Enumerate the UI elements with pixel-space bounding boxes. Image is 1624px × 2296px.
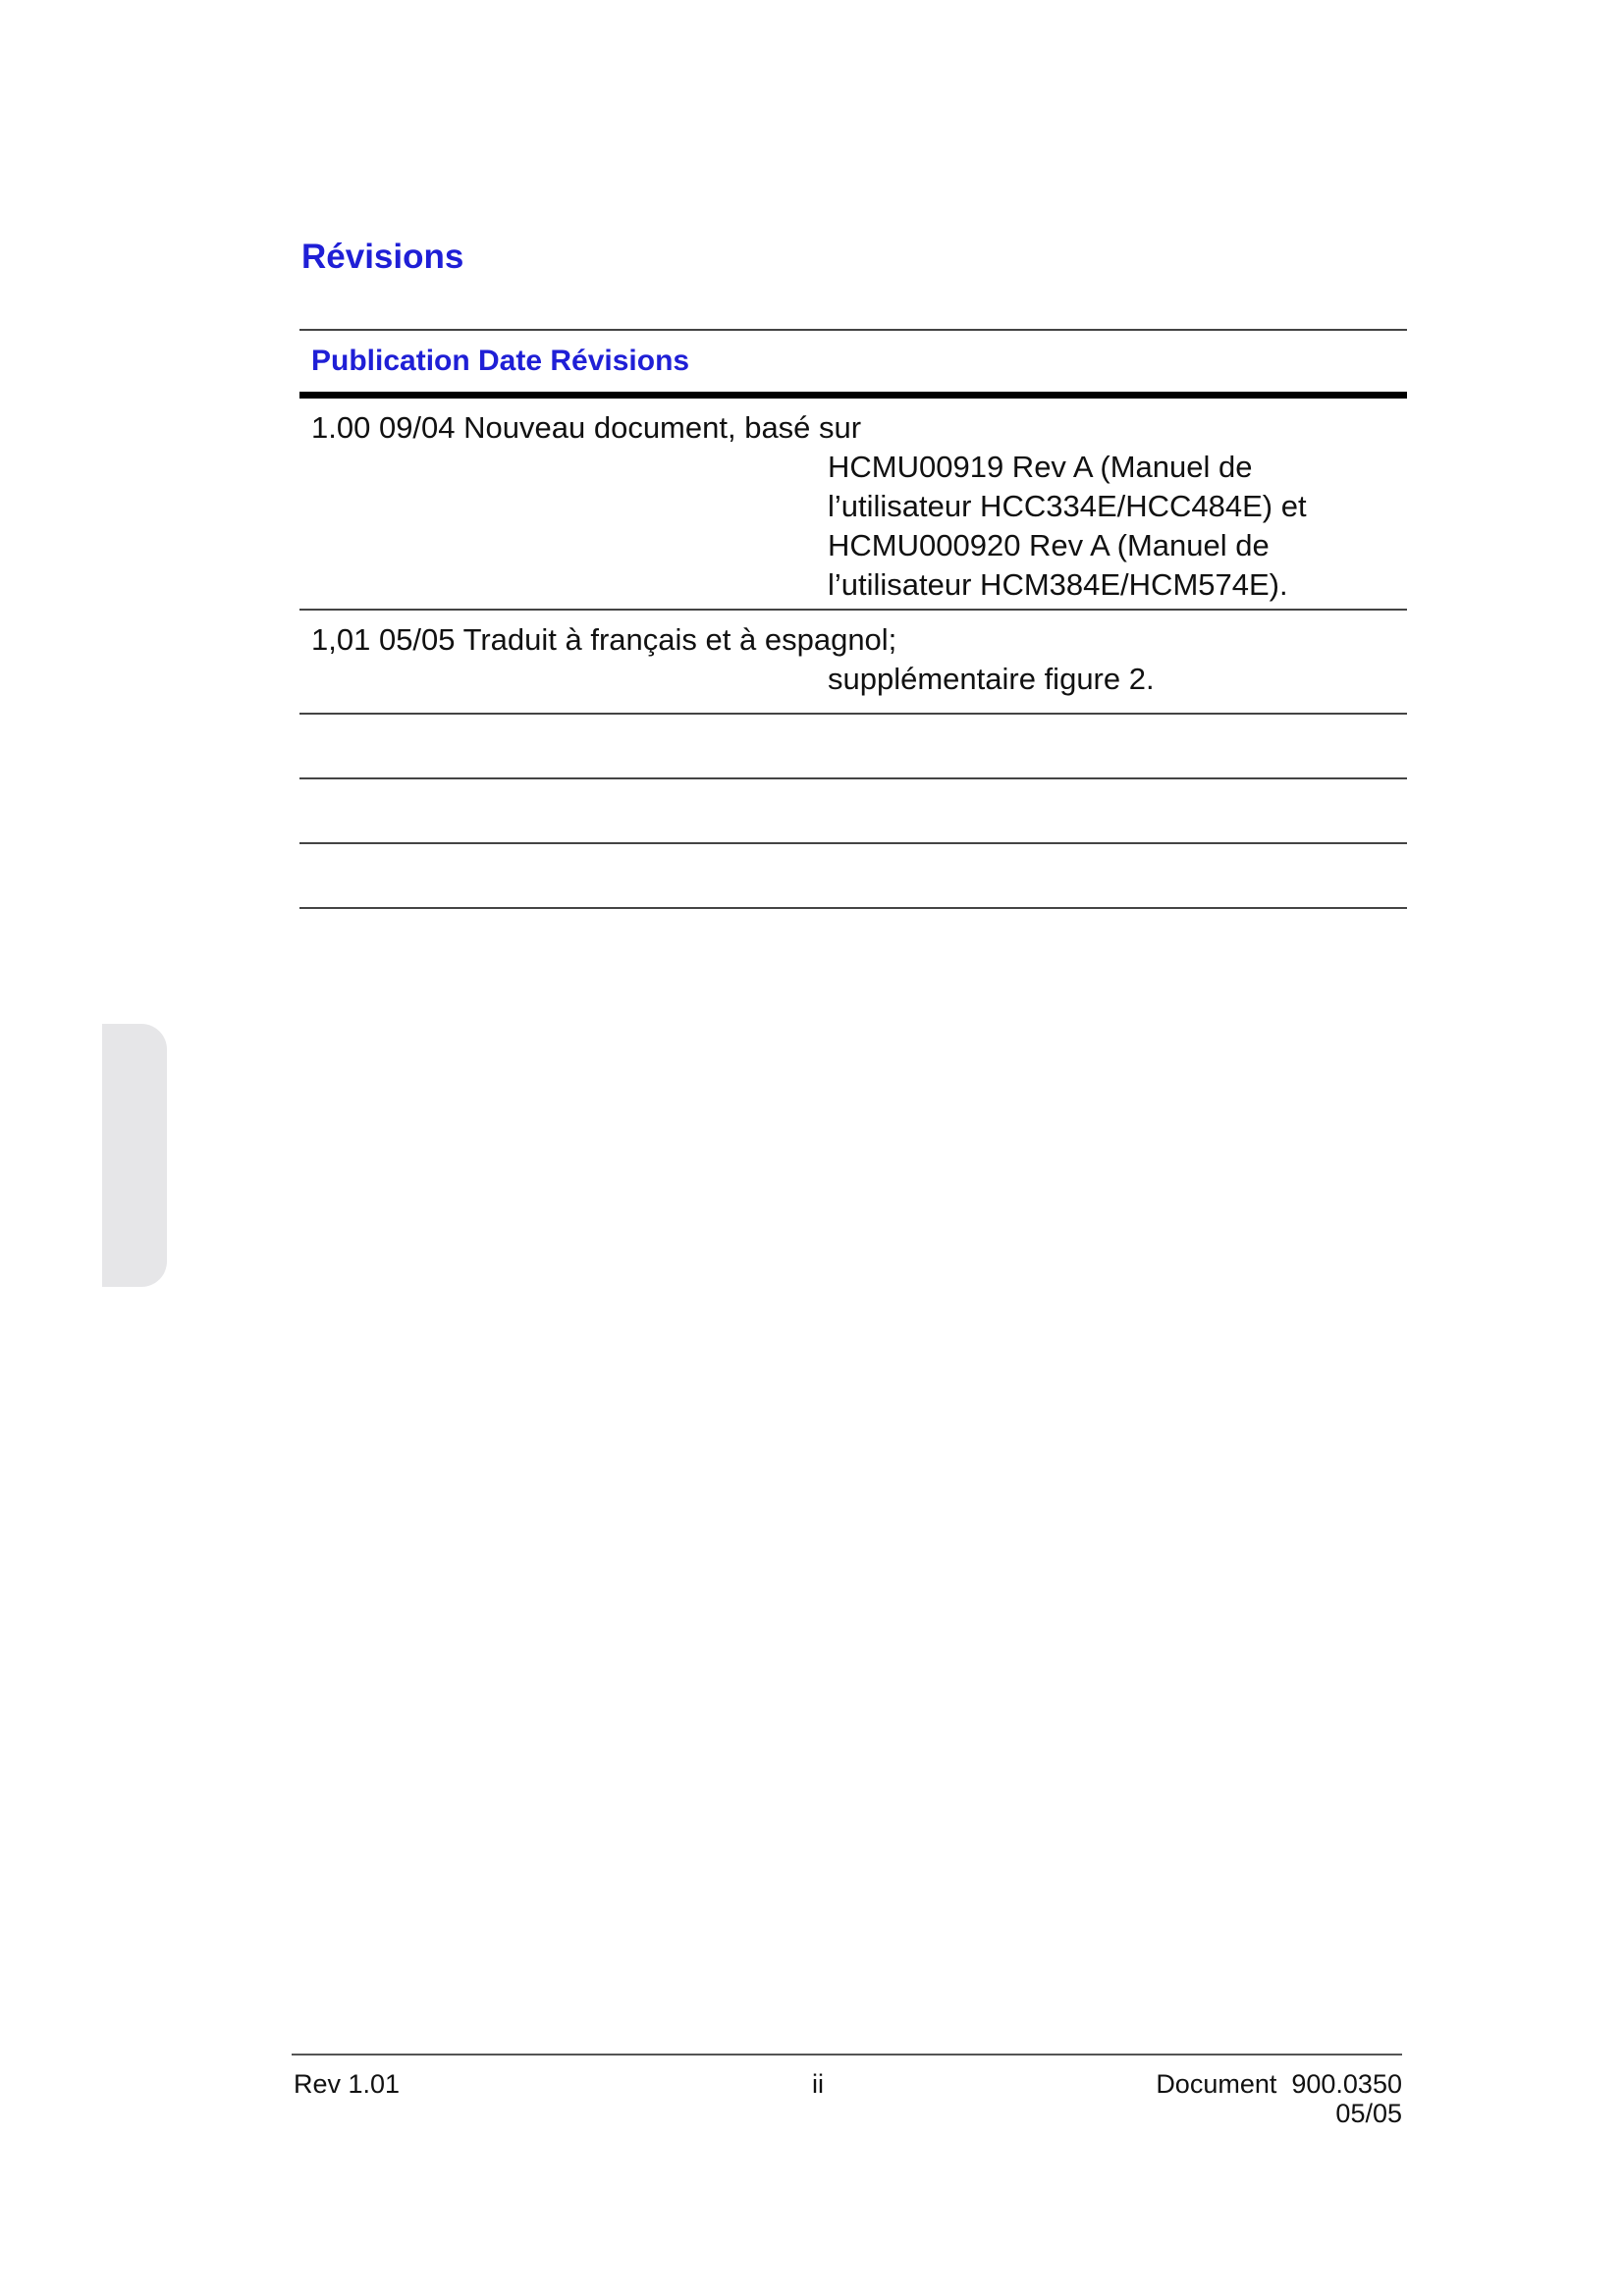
row-divider: [299, 907, 1407, 909]
revision-entry-1-first-line: 1.00 09/04 Nouveau document, basé sur: [311, 410, 862, 445]
header-divider: [299, 392, 1407, 399]
blank-row: [299, 715, 1407, 777]
footer-page-number: ii: [812, 2069, 824, 2099]
revision-entry-2-first-line: 1,01 05/05 Traduit à français et à espagnol;: [311, 622, 897, 657]
page-title: Révisions: [301, 238, 464, 276]
revision-entry-1-cont-1: HCMU00919 Rev A (Manuel de: [828, 450, 1253, 484]
revision-entry-1-cont-3: HCMU000920 Rev A (Manuel de: [828, 528, 1270, 562]
blank-row: [299, 844, 1407, 907]
revision-entry-1-cont-4: l’utilisateur HCM384E/HCM574E).: [828, 567, 1288, 602]
revision-table: [299, 329, 1407, 909]
footer-rule: [292, 2054, 1402, 2056]
side-tab-marker: [102, 1024, 167, 1287]
revision-entry-2-cont-1: supplémentaire figure 2.: [828, 662, 1155, 696]
revision-entry-1: [299, 399, 1407, 609]
footer-document-info: [1156, 2069, 1402, 2128]
revision-entry-2: [299, 611, 1407, 713]
footer-document-number: Document 900.0350: [1156, 2069, 1402, 2099]
table-header-label: Publication Date Révisions: [311, 345, 690, 377]
footer-revision: Rev 1.01: [294, 2069, 401, 2099]
footer-document-date: 05/05: [1335, 2099, 1402, 2128]
revision-entry-1-cont-2: l’utilisateur HCC334E/HCC484E) et: [828, 489, 1307, 523]
table-header: [299, 331, 1407, 392]
blank-row: [299, 779, 1407, 842]
